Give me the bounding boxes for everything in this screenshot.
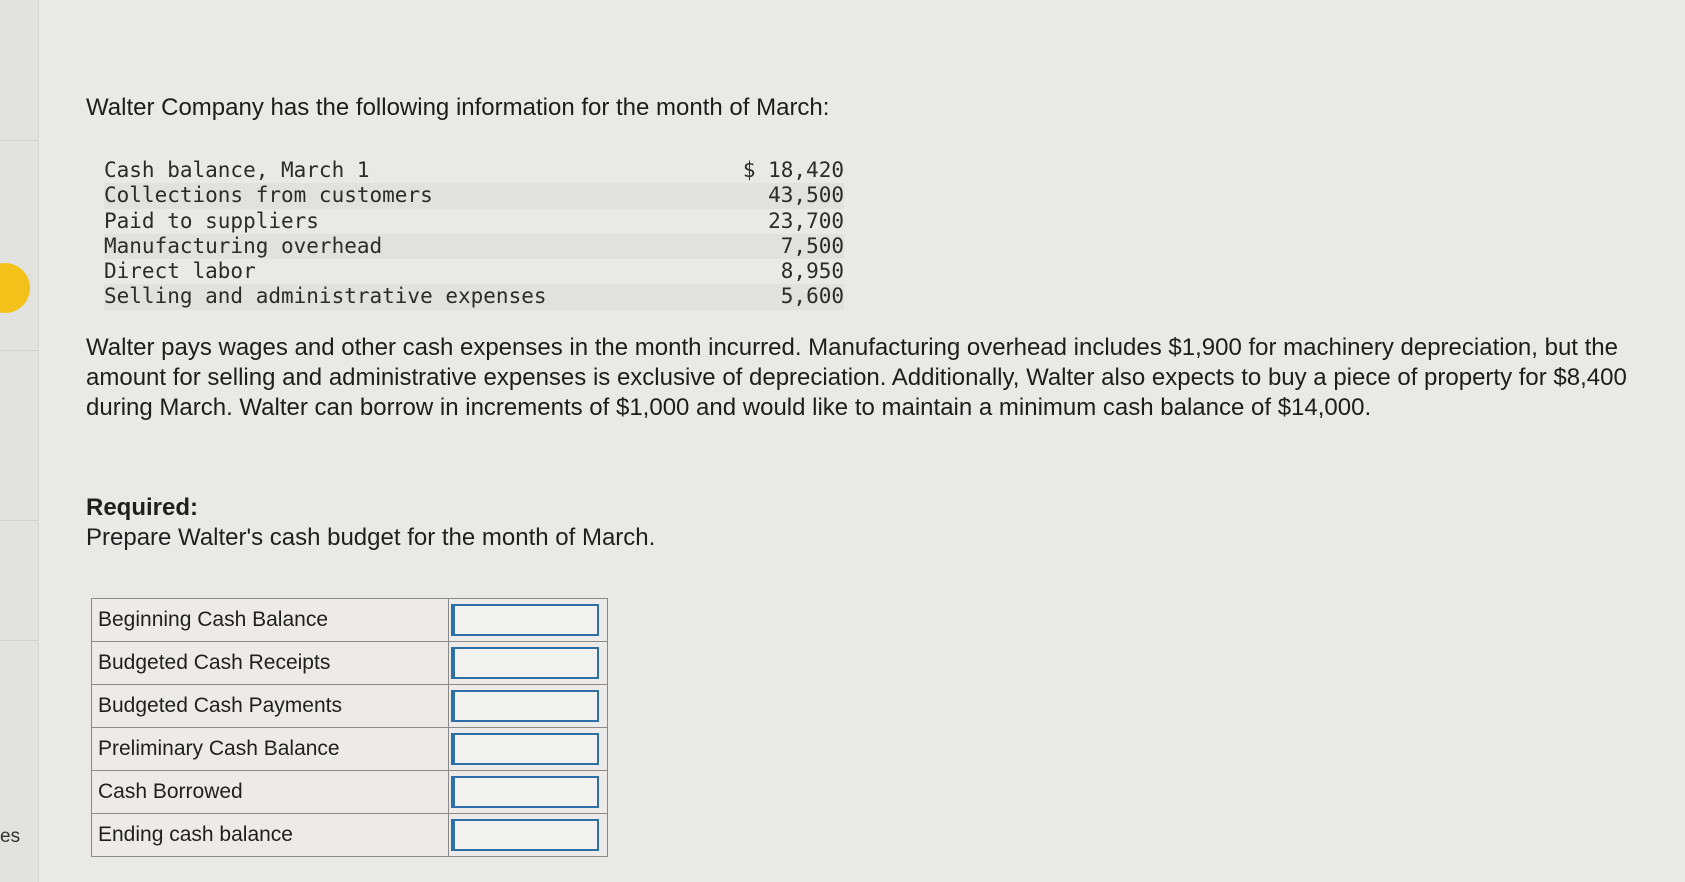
row-label: Budgeted Cash Receipts	[92, 642, 449, 685]
info-label: Manufacturing overhead	[104, 233, 383, 258]
table-row	[92, 685, 608, 728]
info-label: Cash balance, March 1	[104, 158, 370, 182]
row-label: Beginning Cash Balance	[92, 599, 449, 642]
sidebar-divider	[0, 140, 38, 141]
info-label: Direct labor	[104, 259, 256, 284]
table-row	[92, 771, 608, 814]
ending-cash-balance-input[interactable]	[451, 819, 599, 851]
info-row	[104, 209, 844, 234]
table-row	[92, 728, 608, 771]
problem-paragraph: Walter pays wages and other cash expenses in the month incurred. Manufacturing overhead includes $1,900 for machinery depreciation, but the amount for selling and administrative expenses is exclusive of depreciation. Additionally, Walter also expects to buy a piece of property for $8,400 during March. Walter can borrow in increments of $1,000 and would like to maintain a minimum cash balance of $14,000.	[86, 334, 1627, 421]
info-label: Collections from customers	[104, 183, 433, 208]
required-heading: Required:	[86, 494, 199, 521]
table-row	[92, 599, 608, 642]
cash-borrowed-input[interactable]	[451, 776, 599, 808]
row-label: Preliminary Cash Balance	[92, 728, 449, 771]
preliminary-cash-balance-input[interactable]	[451, 733, 599, 765]
cash-budget-table	[91, 598, 608, 857]
sidebar-divider	[0, 350, 38, 351]
sidebar-divider	[0, 640, 38, 641]
info-row	[104, 259, 844, 284]
info-value: 43,500	[768, 183, 844, 208]
info-row	[104, 284, 844, 309]
intro-text: Walter Company has the following information for the month of March:	[86, 94, 830, 121]
left-sidebar-strip	[0, 0, 39, 882]
info-value: 5,600	[780, 284, 844, 309]
budgeted-cash-payments-input[interactable]	[451, 690, 599, 722]
row-label: Ending cash balance	[92, 814, 449, 857]
info-row	[104, 234, 844, 259]
info-value: 7,500	[780, 233, 844, 258]
sidebar-partial-label: es	[0, 826, 21, 847]
info-label: Selling and administrative expenses	[104, 284, 547, 309]
required-instruction: Prepare Walter's cash budget for the month of March.	[86, 524, 656, 551]
info-row	[104, 183, 844, 208]
row-label: Cash Borrowed	[92, 771, 449, 814]
info-value: 8,950	[780, 259, 844, 284]
beginning-cash-balance-input[interactable]	[451, 604, 599, 636]
budgeted-cash-receipts-input[interactable]	[451, 647, 599, 679]
info-table	[104, 158, 844, 310]
table-row	[92, 814, 608, 857]
table-row	[92, 642, 608, 685]
info-label: Paid to suppliers	[104, 208, 319, 233]
row-label: Budgeted Cash Payments	[92, 685, 449, 728]
sidebar-divider	[0, 520, 38, 521]
info-value: 23,700	[768, 208, 844, 233]
info-row	[104, 158, 844, 183]
info-value: $ 18,420	[742, 158, 844, 182]
